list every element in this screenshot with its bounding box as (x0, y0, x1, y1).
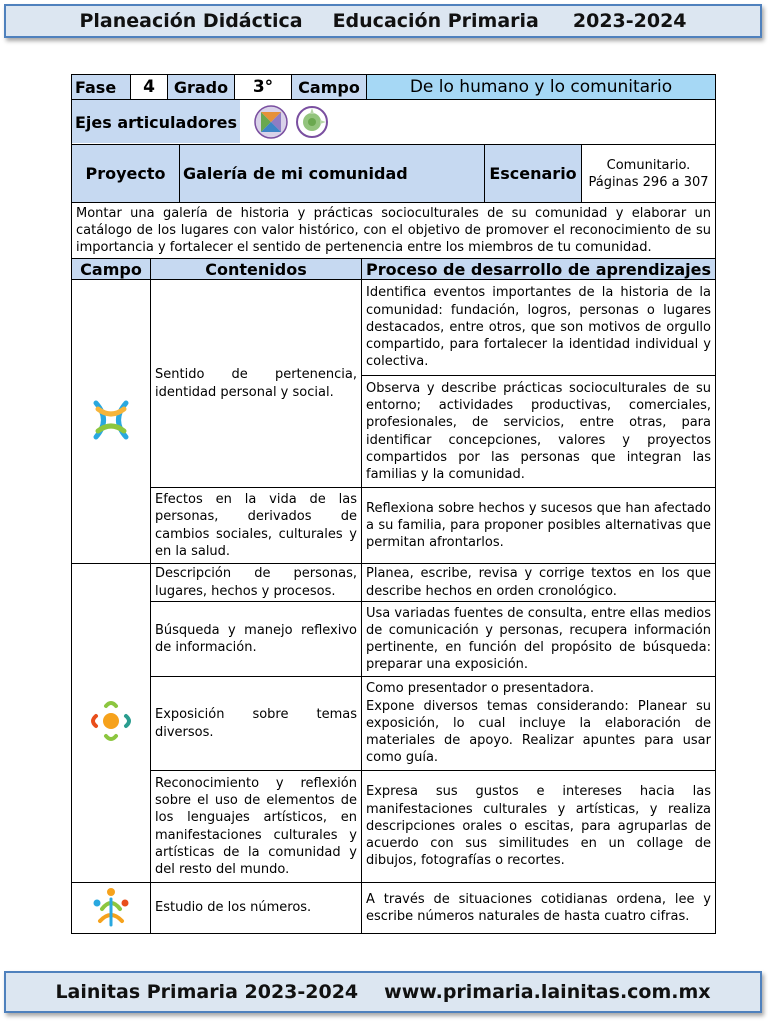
header-banner (4, 4, 762, 38)
table-row (72, 280, 716, 376)
contenido-cell: Sentido de pertenencia, identidad personal y social. (151, 280, 362, 488)
campo-label: Campo (292, 75, 367, 100)
main-table (71, 258, 716, 934)
footer-url[interactable]: www.primaria.lainitas.com.mx (384, 981, 711, 1003)
ejes-row (72, 100, 716, 145)
grado-value: 3° (235, 75, 292, 100)
table-header-row (72, 259, 716, 280)
col-contenidos: Contenidos (151, 259, 362, 280)
fase-label: Fase (72, 75, 131, 100)
table-row (72, 883, 716, 934)
contenido-cell: Exposición sobre temas diversos. (151, 677, 362, 771)
contenido-cell: Efectos en la vida de las personas, derivados de cambios sociales, culturales y en la salud. (151, 488, 362, 564)
proceso-cell: A través de situaciones cotidianas ordena, lee y escribe números naturales de hasta cuatro cifras. (362, 883, 716, 934)
proyecto-table (71, 144, 716, 203)
campo-cell-1 (72, 280, 151, 564)
proceso-cell: Planea, escribe, revisa y corrige textos en los que describe hechos en orden cronológico. (362, 564, 716, 602)
contenido-cell: Estudio de los números. (151, 883, 362, 934)
table-row (72, 602, 716, 677)
grado-label: Grado (168, 75, 235, 100)
proyecto-label: Proyecto (72, 145, 180, 203)
description-table (71, 202, 716, 259)
table-row (72, 771, 716, 883)
table-row (72, 677, 716, 771)
header-title: Planeación Didáctica (79, 10, 303, 32)
info-table (71, 74, 716, 100)
proyecto-value: Galería de mi comunidad (180, 145, 485, 203)
col-campo: Campo (72, 259, 151, 280)
campo-etica-icon (86, 395, 136, 445)
footer-site-name: Lainitas Primaria 2023-2024 (55, 981, 359, 1003)
proceso-cell (362, 677, 716, 771)
proceso-cell: Identifica eventos importantes de la historia de la comunidad: fundación, logros, personas o lugares destacados, entre otros, que son motivos de orgullo compartido, para fortalecer la identidad individual y colectiva. (362, 280, 716, 376)
campo-lenguajes-icon (86, 696, 136, 746)
campo-cell-3 (72, 883, 151, 934)
proceso-cell: Expresa sus gustos e intereses hacia las manifestaciones culturales y artísticas, y realiza descripciones orales o escitas, para agruparlas de acuerdo con sus similitudes en un collage de dibujos, fotografías o recortes. (362, 771, 716, 883)
header-year: 2023-2024 (572, 10, 687, 32)
proceso-cell: Usa variadas fuentes de consulta, entre ellas medios de comunicación y personas, recupera información pertinente, en función del propósito de búsqueda: preparar una exposición. (362, 602, 716, 677)
proceso-text: Expone diversos temas considerando: Planear su exposición, lo cual incluye la elaboración de materiales de apoyo. Realizar apuntes para usar como guía. (366, 698, 711, 766)
footer-banner (4, 971, 762, 1013)
fase-value: 4 (131, 75, 168, 100)
eje-inclusion-icon (253, 104, 289, 140)
col-proceso: Proceso de desarrollo de aprendizajes (362, 259, 716, 280)
proceso-line1: Como presentador o presentadora. (366, 681, 594, 697)
escenario-value: Comunitario. Páginas 296 a 307 (582, 145, 716, 203)
ejes-label: Ejes articuladores (75, 112, 238, 132)
campo-value: De lo humano y lo comunitario (367, 75, 716, 100)
table-row (72, 488, 716, 564)
campo-saberes-icon (88, 883, 134, 929)
header-level: Educación Primaria (332, 10, 539, 32)
escenario-label: Escenario (485, 145, 582, 203)
contenido-cell: Descripción de personas, lugares, hechos y procesos. (151, 564, 362, 602)
contenido-cell: Búsqueda y manejo reflexivo de información. (151, 602, 362, 677)
eje-vida-saludable-icon (295, 105, 329, 139)
proceso-cell: Reflexiona sobre hechos y sucesos que han afectado a su familia, para proponer posibles alternativas que permitan afrontarlos. (362, 488, 716, 564)
proceso-cell: Observa y describe prácticas socioculturales de su entorno; actividades productivas, comerciales, profesionales, de servicios, entre otras, para identificar concepciones, valores y proyectos compartidos por las personas que integran las familias y la comunidad. (362, 376, 716, 488)
project-description: Montar una galería de historia y prácticas socioculturales de su comunidad y elaborar un catálogo de los lugares con valor histórico, con el objetivo de promover el reconocimiento de su importancia y fortalecer el sentido de pertenencia entre los miembros de tu comunidad. (72, 203, 716, 259)
ejes-table (71, 99, 716, 145)
contenido-cell: Reconocimiento y reflexión sobre el uso de elementos de los lenguajes artísticos, en manifestaciones culturales y artísticas de la comunidad y del resto del mundo. (151, 771, 362, 883)
campo-cell-2 (72, 564, 151, 883)
table-row (72, 564, 716, 602)
